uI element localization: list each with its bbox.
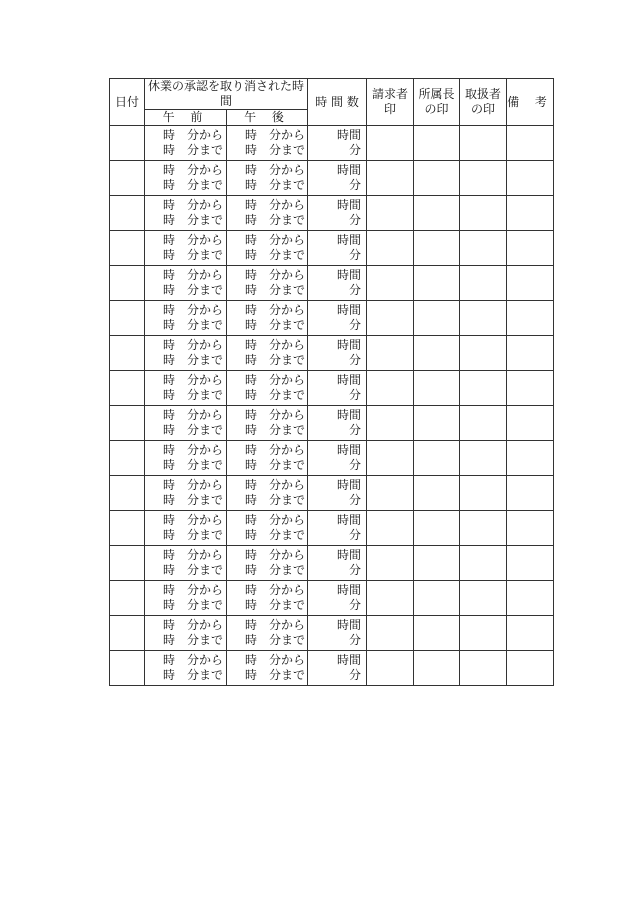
time-from-line: 時 分から [245,373,306,387]
hours-count-cell[interactable]: 時間 分 [308,476,367,511]
handler-seal-cell[interactable] [460,126,507,161]
supervisor-seal-cell[interactable] [414,581,460,616]
am-time-cell[interactable] [145,406,227,441]
supervisor-seal-cell[interactable] [414,266,460,301]
time-from-line: 時 分から [245,128,306,142]
time-from-line: 時 分から [163,373,224,387]
am-time-cell[interactable] [145,546,227,581]
hours-count-cell[interactable]: 時間 分 [308,651,367,686]
time-from-line: 時 分から [163,163,224,177]
am-time-cell[interactable] [145,301,227,336]
table-row [110,581,554,616]
am-time-cell[interactable] [145,266,227,301]
time-until-line: 時 分まで [163,353,224,367]
remarks-cell[interactable] [507,161,554,196]
time-from-line: 時 分から [163,653,224,667]
supervisor-seal-cell[interactable] [414,546,460,581]
remarks-header: 備 考 [507,79,554,126]
supervisor-seal-cell[interactable] [414,476,460,511]
handler-seal-cell[interactable] [460,651,507,686]
table-row [110,546,554,581]
time-until-line: 時 分まで [163,213,224,227]
remarks-cell[interactable] [507,511,554,546]
time-until-line: 時 分まで [245,668,306,682]
am-time-cell[interactable] [145,371,227,406]
time-until-line: 時 分まで [163,318,224,332]
am-header: 午 前 [145,110,227,126]
supervisor-seal-cell[interactable] [414,651,460,686]
am-time-cell[interactable] [145,616,227,651]
table-row [110,476,554,511]
requester-seal-cell[interactable] [367,511,414,546]
requester-seal-cell[interactable] [367,161,414,196]
requester-seal-header: 請求者 印 [367,79,414,126]
table-row [110,336,554,371]
date-cell[interactable] [110,511,145,546]
time-until-line: 時 分まで [245,213,306,227]
time-from-line: 時 分から [163,443,224,457]
supervisor-seal-cell[interactable] [414,406,460,441]
pm-time-cell[interactable] [227,651,308,686]
am-time-cell[interactable] [145,336,227,371]
time-until-line: 時 分まで [163,493,224,507]
time-from-line: 時 分から [163,198,224,212]
time-until-line: 時 分まで [163,283,224,297]
time-until-line: 時 分まで [245,423,306,437]
requester-seal-cell[interactable] [367,581,414,616]
remarks-cell[interactable] [507,581,554,616]
pm-header: 午 後 [227,110,308,126]
am-time-cell[interactable] [145,196,227,231]
time-from-line: 時 分から [163,268,224,282]
time-until-line: 時 分まで [245,318,306,332]
time-until-line: 時 分まで [163,143,224,157]
remarks-cell[interactable] [507,301,554,336]
pm-time-cell[interactable] [227,161,308,196]
time-from-line: 時 分から [163,513,224,527]
time-from-line: 時 分から [245,268,306,282]
time-until-line: 時 分まで [245,458,306,472]
remarks-cell[interactable] [507,616,554,651]
handler-seal-cell[interactable] [460,161,507,196]
hours-count-cell[interactable]: 時間 分 [308,231,367,266]
hours-count-cell[interactable]: 時間 分 [308,371,367,406]
time-until-line: 時 分まで [163,178,224,192]
date-cell[interactable] [110,476,145,511]
supervisor-seal-cell[interactable] [414,441,460,476]
am-time-cell[interactable] [145,231,227,266]
pm-time-cell[interactable] [227,546,308,581]
remarks-cell[interactable] [507,476,554,511]
table-row [110,511,554,546]
time-from-line: 時 分から [245,338,306,352]
remarks-cell[interactable] [507,336,554,371]
pm-time-cell[interactable] [227,511,308,546]
pm-time-cell[interactable] [227,441,308,476]
time-until-line: 時 分まで [163,388,224,402]
handler-seal-cell[interactable] [460,266,507,301]
pm-time-cell[interactable] [227,371,308,406]
requester-seal-cell[interactable] [367,651,414,686]
time-from-line: 時 分から [245,548,306,562]
supervisor-seal-cell[interactable] [414,196,460,231]
am-time-cell[interactable] [145,651,227,686]
handler-seal-header: 取扱者 の印 [460,79,507,126]
remarks-cell[interactable] [507,546,554,581]
hours-count-cell[interactable]: 時間 分 [308,406,367,441]
handler-seal-cell[interactable] [460,231,507,266]
table-row [110,616,554,651]
supervisor-seal-cell[interactable] [414,126,460,161]
handler-seal-cell[interactable] [460,406,507,441]
handler-seal-cell[interactable] [460,616,507,651]
am-time-cell[interactable] [145,476,227,511]
handler-seal-cell[interactable] [460,581,507,616]
time-until-line: 時 分まで [163,668,224,682]
hours-count-cell[interactable]: 時間 分 [308,196,367,231]
handler-seal-cell[interactable] [460,476,507,511]
handler-seal-cell[interactable] [460,196,507,231]
supervisor-seal-cell[interactable] [414,616,460,651]
am-time-cell[interactable] [145,126,227,161]
remarks-cell[interactable] [507,441,554,476]
hours-count-cell[interactable]: 時間 分 [308,336,367,371]
time-from-line: 時 分から [163,408,224,422]
date-cell[interactable] [110,616,145,651]
time-from-line: 時 分から [245,513,306,527]
hours-count-cell[interactable]: 時間 分 [308,616,367,651]
pm-time-cell[interactable] [227,231,308,266]
table-row [110,406,554,441]
supervisor-seal-cell[interactable] [414,371,460,406]
remarks-cell[interactable] [507,371,554,406]
hours-count-cell[interactable]: 時間 分 [308,511,367,546]
time-from-line: 時 分から [163,618,224,632]
time-until-line: 時 分まで [163,633,224,647]
handler-seal-cell[interactable] [460,371,507,406]
time-until-line: 時 分まで [163,423,224,437]
time-until-line: 時 分まで [245,493,306,507]
time-until-line: 時 分まで [245,388,306,402]
time-from-line: 時 分から [163,233,224,247]
date-cell[interactable] [110,546,145,581]
date-cell[interactable] [110,196,145,231]
time-from-line: 時 分から [245,163,306,177]
requester-seal-cell[interactable] [367,336,414,371]
pm-time-cell[interactable] [227,406,308,441]
date-cell[interactable] [110,581,145,616]
requester-seal-cell[interactable] [367,476,414,511]
time-until-line: 時 分まで [163,598,224,612]
time-from-line: 時 分から [245,583,306,597]
time-from-line: 時 分から [245,653,306,667]
pm-time-cell[interactable] [227,196,308,231]
table-row [110,231,554,266]
time-from-line: 時 分から [163,338,224,352]
time-until-line: 時 分まで [163,563,224,577]
time-until-line: 時 分まで [245,283,306,297]
leave-cancellation-table [109,78,554,686]
time-from-line: 時 分から [163,128,224,142]
pm-time-cell[interactable] [227,126,308,161]
hours-count-cell[interactable]: 時間 分 [308,266,367,301]
time-until-line: 時 分まで [245,563,306,577]
requester-seal-cell[interactable] [367,231,414,266]
hours-count-cell[interactable]: 時間 分 [308,441,367,476]
time-from-line: 時 分から [245,618,306,632]
requester-seal-cell[interactable] [367,196,414,231]
handler-seal-cell[interactable] [460,301,507,336]
time-from-line: 時 分から [163,478,224,492]
hours-count-cell[interactable]: 時間 分 [308,161,367,196]
date-header: 日付 [110,79,145,126]
am-time-cell[interactable] [145,161,227,196]
date-cell[interactable] [110,371,145,406]
table-row [110,266,554,301]
time-until-line: 時 分まで [245,528,306,542]
remarks-cell[interactable] [507,266,554,301]
requester-seal-cell[interactable] [367,371,414,406]
requester-seal-cell[interactable] [367,441,414,476]
handler-seal-cell[interactable] [460,336,507,371]
hours-count-header: 時 間 数 [308,79,367,126]
remarks-cell[interactable] [507,651,554,686]
requester-seal-cell[interactable] [367,266,414,301]
table-row [110,441,554,476]
hours-count-cell[interactable]: 時間 分 [308,546,367,581]
time-from-line: 時 分から [163,583,224,597]
pm-time-cell[interactable] [227,581,308,616]
time-until-line: 時 分まで [245,178,306,192]
remarks-cell[interactable] [507,231,554,266]
time-from-line: 時 分から [245,408,306,422]
time-until-line: 時 分まで [163,528,224,542]
hours-count-cell[interactable]: 時間 分 [308,581,367,616]
table-row [110,126,554,161]
time-from-line: 時 分から [245,478,306,492]
time-until-line: 時 分まで [245,633,306,647]
requester-seal-cell[interactable] [367,126,414,161]
time-from-line: 時 分から [245,233,306,247]
supervisor-seal-cell[interactable] [414,301,460,336]
pm-time-cell[interactable] [227,616,308,651]
time-until-line: 時 分まで [245,143,306,157]
date-cell[interactable] [110,651,145,686]
pm-time-cell[interactable] [227,301,308,336]
time-until-line: 時 分まで [245,248,306,262]
requester-seal-cell[interactable] [367,546,414,581]
hours-count-cell[interactable]: 時間 分 [308,301,367,336]
requester-seal-cell[interactable] [367,301,414,336]
date-cell[interactable] [110,441,145,476]
am-time-cell[interactable] [145,511,227,546]
pm-time-cell[interactable] [227,266,308,301]
time-until-line: 時 分まで [245,353,306,367]
date-cell[interactable] [110,301,145,336]
time-from-line: 時 分から [245,198,306,212]
date-cell[interactable] [110,161,145,196]
time-from-line: 時 分から [163,303,224,317]
table-row [110,371,554,406]
am-time-cell[interactable] [145,581,227,616]
time-from-line: 時 分から [245,443,306,457]
hours-count-cell[interactable]: 時間 分 [308,126,367,161]
handler-seal-cell[interactable] [460,546,507,581]
date-cell[interactable] [110,231,145,266]
am-time-cell[interactable] [145,441,227,476]
supervisor-seal-cell[interactable] [414,231,460,266]
pm-time-cell[interactable] [227,336,308,371]
date-cell[interactable] [110,406,145,441]
time-until-line: 時 分まで [163,458,224,472]
time-from-line: 時 分から [245,303,306,317]
supervisor-seal-cell[interactable] [414,161,460,196]
supervisor-seal-header: 所属長 の印 [414,79,460,126]
cancel-title-header: 休業の承認を取り消された時間 [145,79,308,110]
table-row [110,651,554,686]
supervisor-seal-cell[interactable] [414,336,460,371]
time-until-line: 時 分まで [245,598,306,612]
date-cell[interactable] [110,266,145,301]
supervisor-seal-cell[interactable] [414,511,460,546]
handler-seal-cell[interactable] [460,441,507,476]
remarks-cell[interactable] [507,126,554,161]
time-from-line: 時 分から [163,548,224,562]
date-cell[interactable] [110,336,145,371]
table-row [110,196,554,231]
table-row [110,301,554,336]
handler-seal-cell[interactable] [460,511,507,546]
date-cell[interactable] [110,126,145,161]
time-until-line: 時 分まで [163,248,224,262]
requester-seal-cell[interactable] [367,406,414,441]
table-row [110,161,554,196]
pm-time-cell[interactable] [227,476,308,511]
remarks-cell[interactable] [507,406,554,441]
requester-seal-cell[interactable] [367,616,414,651]
remarks-cell[interactable] [507,196,554,231]
